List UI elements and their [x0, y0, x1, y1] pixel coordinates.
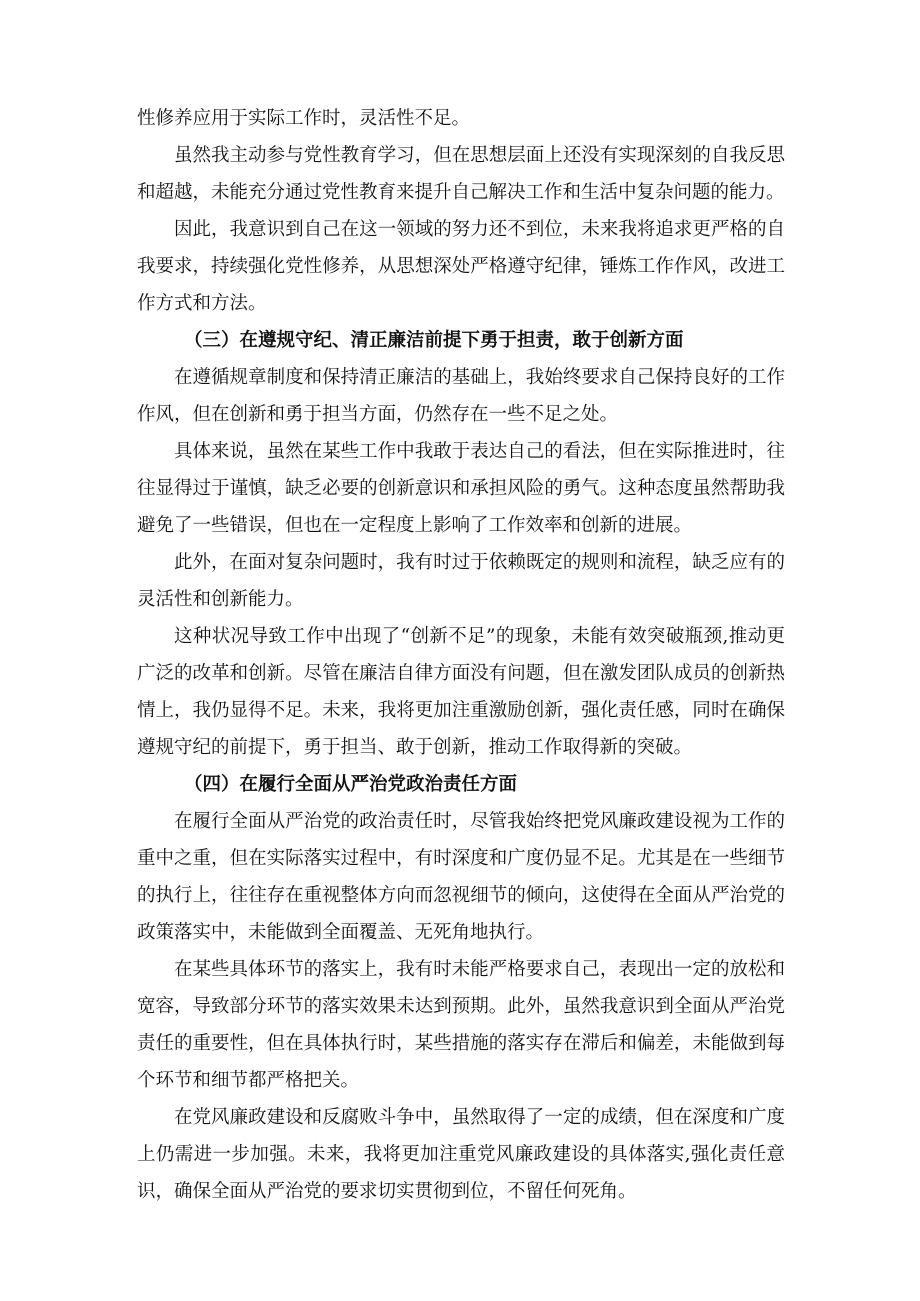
paragraph-continuation: 性修养应用于实际工作时，灵活性不足。: [137, 108, 471, 129]
paragraph: 在某些具体环节的落实上，我有时未能严格要求自己，表现出一定的放松和宽容，导致部分环节的落实效果未达到预期。此外，虽然我意识到全面从严治党责任的重要性，但在具体执行时，某些措施的落实存在滞后和偏差，未能做到每个环节和细节都严格把关。: [137, 959, 785, 1091]
paragraph: 在党风廉政建设和反腐败斗争中，虽然取得了一定的成绩，但在深度和广度上仍需进一步加强。未来，我将更加注重党风廉政建设的具体落实,强化责任意识，确保全面从严治党的要求切实贯彻到位，不留任何死角。: [137, 1107, 785, 1202]
document-body: [137, 100, 785, 1210]
section-heading-3: （三）在遵规守纪、清正廉洁前提下勇于担责，敢于创新方面: [184, 330, 684, 351]
section-heading-4: （四）在履行全面从严治党政治责任方面: [184, 774, 518, 795]
paragraph: 虽然我主动参与党性教育学习，但在思想层面上还没有实现深刻的自我反思和超越，未能充分通过党性教育来提升自己解决工作和生活中复杂问题的能力。: [137, 145, 785, 203]
paragraph: 在遵循规章制度和保持清正廉洁的基础上，我始终要求自己保持良好的工作作风，但在创新和勇于担当方面，仍然存在一些不足之处。: [137, 367, 785, 425]
paragraph: 在履行全面从严治党的政治责任时，尽管我始终把党风廉政建设视为工作的重中之重，但在实际落实过程中，有时深度和广度仍显不足。尤其是在一些细节的执行上，往往存在重视整体方向而忽视细节的倾向，这使得在全面从严治党的政策落实中，未能做到全面覆盖、无死角地执行。: [137, 811, 785, 943]
paragraph: 此外，在面对复杂问题时，我有时过于依赖既定的规则和流程，缺乏应有的灵活性和创新能力。: [137, 552, 785, 610]
paragraph: 具体来说，虽然在某些工作中我敢于表达自己的看法，但在实际推进时，往往显得过于谨慎，缺乏必要的创新意识和承担风险的勇气。这种态度虽然帮助我避免了一些错误，但也在一定程度上影响了工作效率和创新的进展。: [137, 441, 785, 536]
paragraph: 这种状况导致工作中出现了“创新不足”的现象，未能有效突破瓶颈,推动更广泛的改革和创新。尽管在廉洁自律方面没有问题，但在激发团队成员的创新热情上，我仍显得不足。未来，我将更加注重激励创新，强化责任感，同时在确保遵规守纪的前提下，勇于担当、敢于创新，推动工作取得新的突破。: [137, 626, 785, 758]
paragraph: 因此，我意识到自己在这一领域的努力还不到位，未来我将追求更严格的自我要求，持续强化党性修养，从思想深处严格遵守纪律，锤炼工作作风，改进工作方式和方法。: [137, 219, 785, 314]
